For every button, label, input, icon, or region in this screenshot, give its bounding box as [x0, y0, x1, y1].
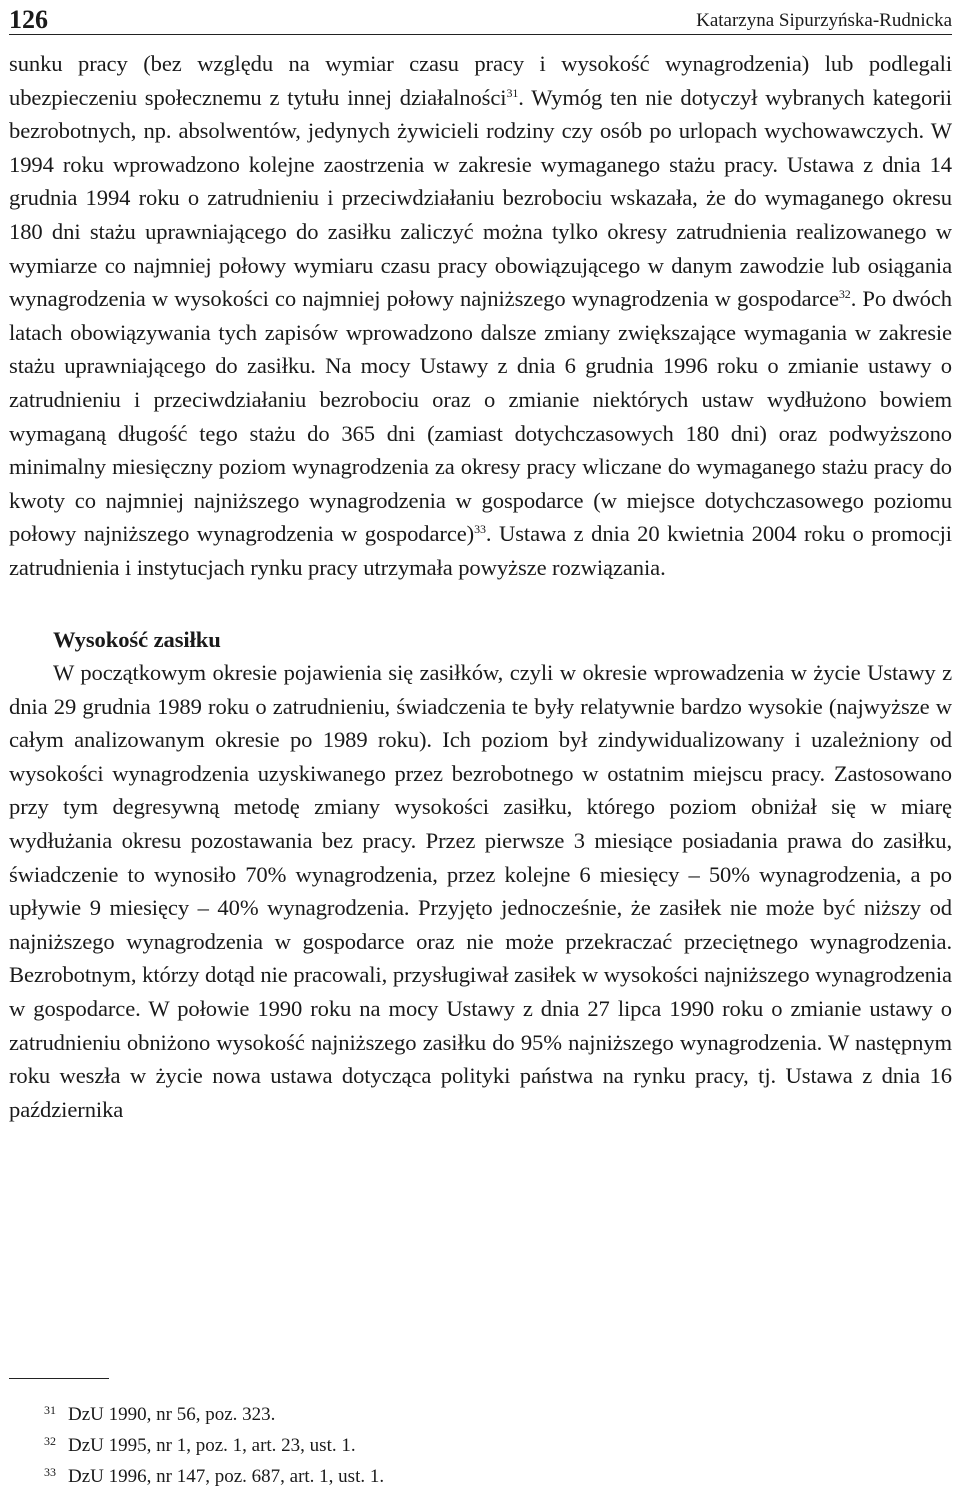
page-number: 126 [9, 5, 48, 34]
running-header [9, 0, 952, 35]
footnote-text: DzU 1995, nr 1, poz. 1, art. 23, ust. 1. [68, 1435, 356, 1456]
footnote-number: 33 [44, 1465, 56, 1479]
paragraph-benefit-level: W początkowym okresie pojawienia się zasiłków, czyli w okresie wprowadzenia w życie Ustawy z dnia 29 grudnia 1989 roku o zatrudnieniu, świadczenia te były relatywnie bardzo wysokie (najwyższe w całym analizowanym okresie po 1989 roku). Ich poziom był zindywidualizowany i uzależniony od wysokości wynagrodzenia uzyskiwanego przez bezrobotnego w ostatnim miejscu pracy. Zastosowano przy tym degresywną metodę zmiany wysokości zasiłku, którego poziom obniżał się w miarę wydłużania okresu pozostawania bez pracy. Przez pierwsze 3 miesiące posiadania prawa do zasiłku, świadczenie to wynosiło 70% wynagrodzenia, przez kolejne 6 miesięcy – 50% wynagrodzenia, a po upływie 9 miesięcy – 40% wynagrodzenia. Przyjęto jednocześnie, że zasiłek nie może być niższy od najniższego wynagrodzenia w gospodarce oraz nie może przekraczać przeciętnego wynagrodzenia. Bezrobotnym, którzy dotąd nie pracowali, przysługiwał zasiłek w wysokości najniższego wynagrodzenia w gospodarce. W połowie 1990 roku na mocy Ustawy z dnia 27 lipca 1990 roku o zmianie ustawy o zatrudnieniu obniżono wysokość najniższego zasiłku do 95% najniższego wynagrodzenia. W następnym roku weszła w życie nowa ustawa dotycząca polityki państwa na rynku pracy, tj. Ustawa z dnia 16 października [9, 660, 952, 1122]
body-text [9, 47, 952, 1126]
footnotes [44, 1400, 384, 1493]
paragraph-entitlement-period [9, 47, 952, 585]
footnote-number: 32 [44, 1434, 56, 1448]
paragraph-text: . Ustawa z dnia 20 kwietnia 2004 roku o promocji zatrudnienia i instytucjach rynku pracy utrzymała powyższe rozwiązania. [9, 521, 952, 580]
footnote-ref[interactable]: 32 [838, 287, 851, 302]
footnote-text: DzU 1990, nr 56, poz. 323. [68, 1404, 276, 1425]
paragraph-text: sunku pracy (bez względu na wymiar czasu pracy i wysokość wynagrodzenia) lub podlegali ubezpieczeniu społecznemu z tytułu innej działalności [9, 51, 952, 110]
footnote-separator [9, 1378, 109, 1379]
footnote-item [44, 1462, 384, 1493]
paragraph-text: . Wymóg ten nie dotyczył wybranych kategorii bezrobotnych, np. absolwentów, jedynych żywicieli rodziny czy osób po urlopach wychowawczych. W 1994 roku wprowadzono kolejne zaostrzenia w zakresie wymaganego stażu pracy. Ustawa z dnia 14 grudnia 1994 roku o zatrudnieniu i przeciwdziałaniu bezrobociu wskazała, że do wymaganego okresu 180 dni stażu uprawniającego do zasiłku zaliczyć można tylko okresy zatrudnienia realizowanego w wymiarze co najmniej połowy wymiaru czasu pracy obowiązującego w danym zawodzie lub osiągania wynagrodzenia w wysokości co najmniej połowy najniższego wynagrodzenia w gospodarce [9, 84, 952, 312]
footnote-item [44, 1431, 384, 1462]
footnote-text: DzU 1996, nr 147, poz. 687, art. 1, ust. 1. [68, 1466, 385, 1487]
section-heading: Wysokość zasiłku [53, 626, 221, 652]
running-head-author: Katarzyna Sipurzyńska-Rudnicka [696, 10, 952, 31]
footnote-item [44, 1400, 384, 1431]
paragraph-text: . Po dwóch latach obowiązywania tych zapisów wprowadzono dalsze zmiany zwiększające wymagania w zakresie stażu uprawniającego do zasiłku. Na mocy Ustawy z dnia 6 grudnia 1996 roku o zmianie ustawy o zatrudnieniu i przeciwdziałaniu bezrobociu oraz o zmianie niektórych ustaw wydłużono bowiem wymaganą długość tego stażu do 365 dni (zamiast dotychczasowych 180 dni) oraz podwyższono minimalny miesięczny poziom wynagrodzenia za okresy pracy wliczane do wymaganego stażu pracy do kwoty co najmniej najniższego wynagrodzenia w gospodarce (w miejsce dotychczasowego poziomu połowy najniższego wynagrodzenia w gospodarce) [9, 286, 952, 547]
footnote-ref[interactable]: 31 [506, 85, 519, 100]
footnote-number: 31 [44, 1403, 56, 1417]
footnote-ref[interactable]: 33 [474, 522, 486, 537]
